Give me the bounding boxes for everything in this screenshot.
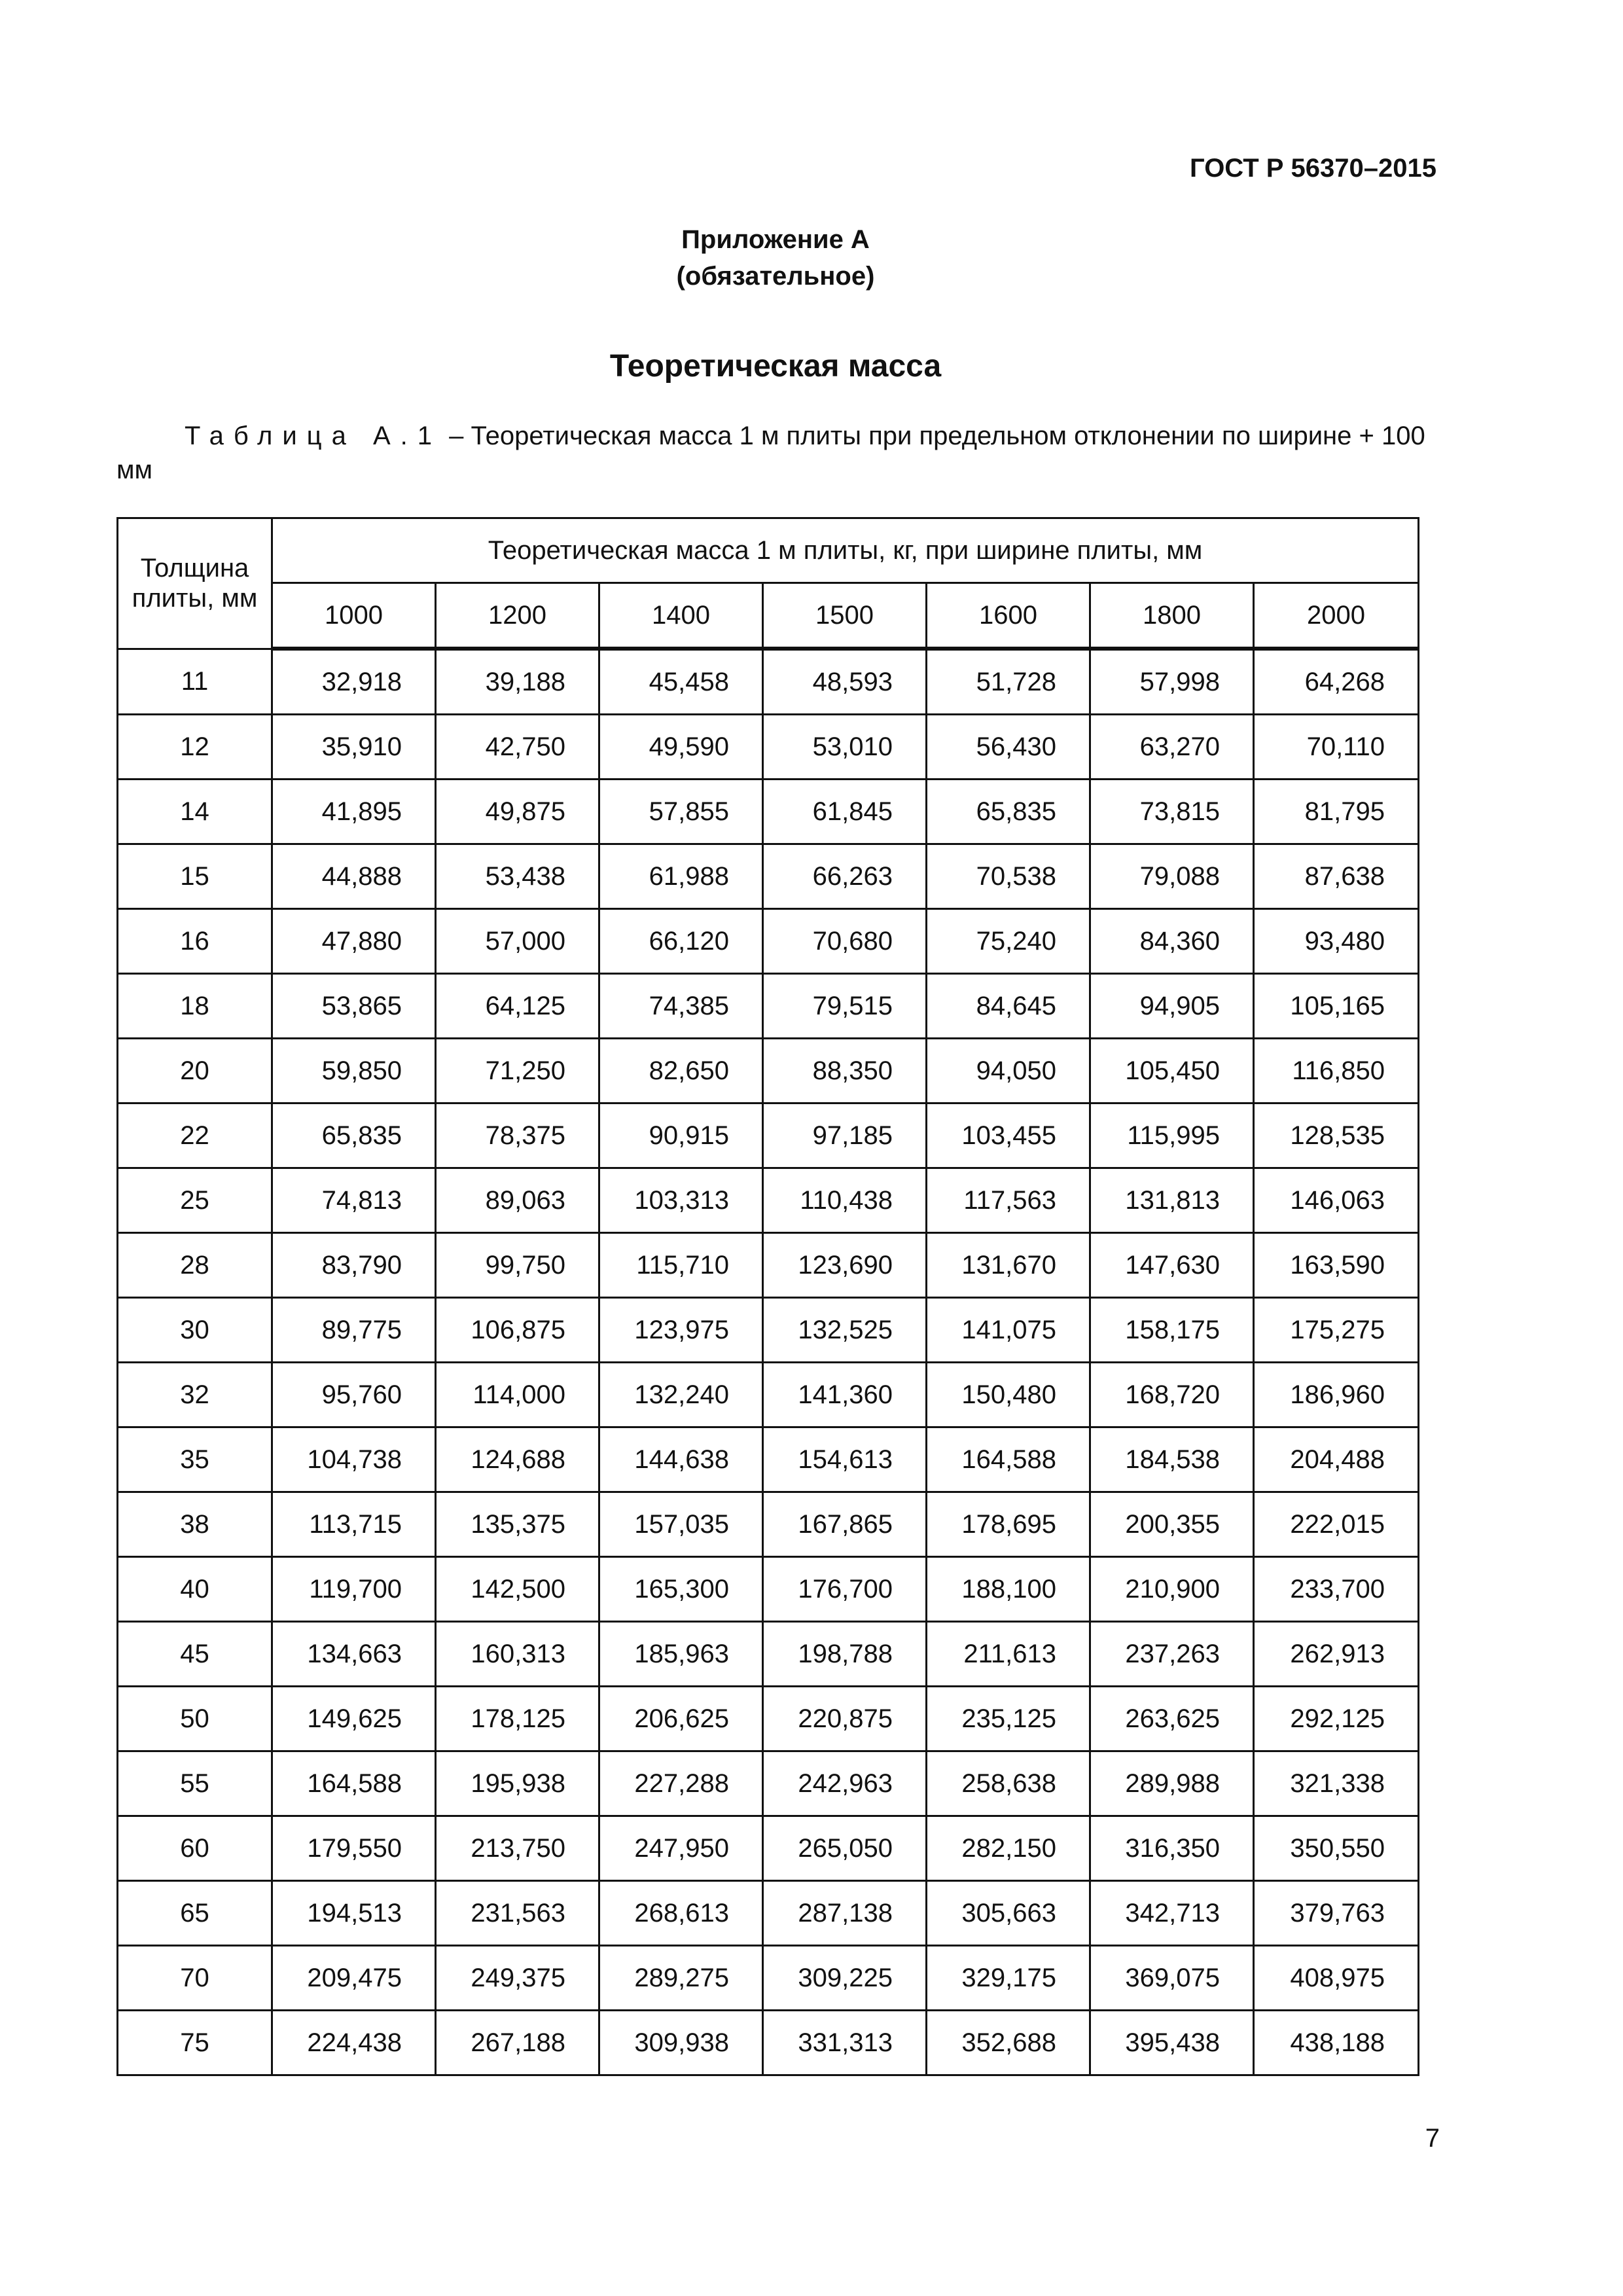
mass-cell: 316,350 [1090,1816,1254,1881]
mass-cell: 53,865 [272,974,436,1039]
mass-cell: 131,813 [1090,1168,1254,1233]
mass-cell: 49,875 [436,780,599,844]
table-row [118,1233,1419,1298]
mass-cell: 49,590 [599,715,763,780]
mass-cell: 263,625 [1090,1687,1254,1751]
mass-cell: 61,845 [763,780,927,844]
mass-cell: 395,438 [1090,2011,1254,2075]
mass-cell: 41,895 [272,780,436,844]
mass-cell: 210,900 [1090,1557,1254,1622]
width-header-1800: 1800 [1090,583,1254,649]
section-title: Теоретическая масса [609,349,942,384]
mass-cell: 268,613 [599,1881,763,1946]
mass-cell: 198,788 [763,1622,927,1687]
mass-cell: 154,613 [763,1427,927,1492]
mass-cell: 165,300 [599,1557,763,1622]
mass-group-header: Теоретическая масса 1 м плиты, кг, при ширине плиты, мм [272,518,1419,583]
thickness-cell: 75 [118,2011,272,2075]
mass-cell: 224,438 [272,2011,436,2075]
mass-cell: 141,075 [927,1298,1090,1363]
mass-cell: 78,375 [436,1103,599,1168]
mass-cell: 79,088 [1090,844,1254,909]
width-header-1400: 1400 [599,583,763,649]
thickness-cell: 40 [118,1557,272,1622]
table-body [118,649,1419,2075]
mass-cell: 123,975 [599,1298,763,1363]
thickness-cell: 25 [118,1168,272,1233]
thickness-cell: 18 [118,974,272,1039]
mass-cell: 131,670 [927,1233,1090,1298]
mass-cell: 113,715 [272,1492,436,1557]
thickness-cell: 28 [118,1233,272,1298]
mass-cell: 262,913 [1254,1622,1419,1687]
mass-cell: 66,263 [763,844,927,909]
table-label: Таблица А.1 [185,422,442,450]
mass-cell: 144,638 [599,1427,763,1492]
mass-cell: 81,795 [1254,780,1419,844]
mass-cell: 106,875 [436,1298,599,1363]
thickness-cell: 65 [118,1881,272,1946]
thickness-cell: 55 [118,1751,272,1816]
mass-cell: 115,995 [1090,1103,1254,1168]
mass-cell: 123,690 [763,1233,927,1298]
mass-cell: 75,240 [927,909,1090,974]
header-row-group [118,518,1419,583]
mass-cell: 289,988 [1090,1751,1254,1816]
mass-cell: 39,188 [436,649,599,715]
mass-cell: 93,480 [1254,909,1419,974]
thickness-cell: 60 [118,1816,272,1881]
mass-cell: 94,905 [1090,974,1254,1039]
mass-cell: 206,625 [599,1687,763,1751]
appendix-title: Приложение А [681,225,870,254]
mass-cell: 59,850 [272,1039,436,1103]
table-row [118,1622,1419,1687]
mass-cell: 89,775 [272,1298,436,1363]
thickness-cell: 30 [118,1298,272,1363]
mass-cell: 94,050 [927,1039,1090,1103]
mass-cell: 352,688 [927,2011,1090,2075]
mass-cell: 231,563 [436,1881,599,1946]
mass-cell: 211,613 [927,1622,1090,1687]
mass-cell: 305,663 [927,1881,1090,1946]
mass-cell: 117,563 [927,1168,1090,1233]
table-row [118,1427,1419,1492]
mass-cell: 178,695 [927,1492,1090,1557]
mass-cell: 61,988 [599,844,763,909]
mass-cell: 134,663 [272,1622,436,1687]
mass-cell: 227,288 [599,1751,763,1816]
thickness-cell: 11 [118,649,272,715]
mass-cell: 194,513 [272,1881,436,1946]
mass-cell: 88,350 [763,1039,927,1103]
mass-cell: 79,515 [763,974,927,1039]
mass-cell: 188,100 [927,1557,1090,1622]
mass-cell: 267,188 [436,2011,599,2075]
mass-cell: 66,120 [599,909,763,974]
mass-cell: 35,910 [272,715,436,780]
thickness-column-header: Толщина плиты, мм [118,518,272,649]
mass-cell: 57,000 [436,909,599,974]
appendix-heading [0,221,1551,295]
mass-cell: 265,050 [763,1816,927,1881]
mass-cell: 70,110 [1254,715,1419,780]
mass-cell: 157,035 [599,1492,763,1557]
mass-cell: 65,835 [272,1103,436,1168]
mass-cell: 292,125 [1254,1687,1419,1751]
mass-cell: 44,888 [272,844,436,909]
standard-number: ГОСТ Р 56370–2015 [1190,154,1436,183]
mass-cell: 329,175 [927,1946,1090,2011]
mass-cell: 321,338 [1254,1751,1419,1816]
table-row [118,780,1419,844]
mass-cell: 213,750 [436,1816,599,1881]
mass-cell: 158,175 [1090,1298,1254,1363]
mass-cell: 115,710 [599,1233,763,1298]
mass-cell: 97,185 [763,1103,927,1168]
table-row [118,1881,1419,1946]
thickness-cell: 32 [118,1363,272,1427]
mass-cell: 184,538 [1090,1427,1254,1492]
table-row [118,1687,1419,1751]
thickness-cell: 14 [118,780,272,844]
mass-cell: 128,535 [1254,1103,1419,1168]
header-row-widths [118,583,1419,649]
mass-cell: 185,963 [599,1622,763,1687]
mass-cell: 47,880 [272,909,436,974]
mass-cell: 149,625 [272,1687,436,1751]
table-caption-text: – Теоретическая масса 1 м плиты при предельном отклонении по ширине + 100 мм [116,422,1425,484]
mass-cell: 167,865 [763,1492,927,1557]
table-row [118,2011,1419,2075]
mass-cell: 209,475 [272,1946,436,2011]
mass-cell: 150,480 [927,1363,1090,1427]
mass-cell: 287,138 [763,1881,927,1946]
mass-cell: 204,488 [1254,1427,1419,1492]
width-header-1200: 1200 [436,583,599,649]
thickness-cell: 22 [118,1103,272,1168]
mass-cell: 160,313 [436,1622,599,1687]
mass-cell: 350,550 [1254,1816,1419,1881]
mass-cell: 176,700 [763,1557,927,1622]
mass-cell: 51,728 [927,649,1090,715]
mass-cell: 103,455 [927,1103,1090,1168]
mass-cell: 57,855 [599,780,763,844]
table-row [118,1168,1419,1233]
mass-cell: 258,638 [927,1751,1090,1816]
mass-cell: 105,450 [1090,1039,1254,1103]
table-row [118,649,1419,715]
mass-cell: 53,438 [436,844,599,909]
page-number: 7 [1425,2124,1440,2153]
thickness-cell: 16 [118,909,272,974]
mass-cell: 84,645 [927,974,1090,1039]
mass-cell: 64,125 [436,974,599,1039]
mass-cell: 233,700 [1254,1557,1419,1622]
mass-cell: 369,075 [1090,1946,1254,2011]
mass-cell: 247,950 [599,1816,763,1881]
mass-cell: 222,015 [1254,1492,1419,1557]
table-row [118,1103,1419,1168]
table-row [118,1557,1419,1622]
mass-cell: 342,713 [1090,1881,1254,1946]
mass-cell: 147,630 [1090,1233,1254,1298]
width-header-1500: 1500 [763,583,927,649]
table-row [118,1946,1419,2011]
thickness-cell: 38 [118,1492,272,1557]
mass-cell: 331,313 [763,2011,927,2075]
mass-cell: 95,760 [272,1363,436,1427]
mass-cell: 168,720 [1090,1363,1254,1427]
mass-cell: 135,375 [436,1492,599,1557]
width-header-1600: 1600 [927,583,1090,649]
mass-cell: 289,275 [599,1946,763,2011]
mass-cell: 175,275 [1254,1298,1419,1363]
mass-cell: 309,938 [599,2011,763,2075]
table-row [118,1298,1419,1363]
mass-cell: 186,960 [1254,1363,1419,1427]
mass-cell: 164,588 [927,1427,1090,1492]
mass-cell: 116,850 [1254,1039,1419,1103]
width-header-2000: 2000 [1254,583,1419,649]
mass-cell: 379,763 [1254,1881,1419,1946]
mass-cell: 119,700 [272,1557,436,1622]
mass-cell: 57,998 [1090,649,1254,715]
mass-cell: 65,835 [927,780,1090,844]
mass-cell: 71,250 [436,1039,599,1103]
mass-cell: 235,125 [927,1687,1090,1751]
mass-cell: 56,430 [927,715,1090,780]
mass-cell: 42,750 [436,715,599,780]
mass-cell: 242,963 [763,1751,927,1816]
table-row [118,1039,1419,1103]
mass-cell: 110,438 [763,1168,927,1233]
mass-cell: 114,000 [436,1363,599,1427]
mass-cell: 89,063 [436,1168,599,1233]
mass-cell: 64,268 [1254,649,1419,715]
mass-cell: 132,525 [763,1298,927,1363]
mass-cell: 104,738 [272,1427,436,1492]
table-row [118,1816,1419,1881]
mass-cell: 178,125 [436,1687,599,1751]
mass-cell: 132,240 [599,1363,763,1427]
mass-cell: 105,165 [1254,974,1419,1039]
mass-cell: 195,938 [436,1751,599,1816]
table-row [118,909,1419,974]
mass-cell: 164,588 [272,1751,436,1816]
mass-cell: 83,790 [272,1233,436,1298]
mass-cell: 163,590 [1254,1233,1419,1298]
mass-cell: 32,918 [272,649,436,715]
mass-cell: 249,375 [436,1946,599,2011]
mass-cell: 200,355 [1090,1492,1254,1557]
table-row [118,1363,1419,1427]
mass-cell: 63,270 [1090,715,1254,780]
mass-cell: 84,360 [1090,909,1254,974]
mass-cell: 124,688 [436,1427,599,1492]
table-row [118,1751,1419,1816]
thickness-cell: 20 [118,1039,272,1103]
mass-cell: 146,063 [1254,1168,1419,1233]
mass-cell: 141,360 [763,1363,927,1427]
thickness-cell: 45 [118,1622,272,1687]
mass-cell: 53,010 [763,715,927,780]
mass-cell: 70,680 [763,909,927,974]
mass-cell: 74,385 [599,974,763,1039]
thickness-cell: 12 [118,715,272,780]
mass-cell: 408,975 [1254,1946,1419,2011]
table-row [118,715,1419,780]
thickness-cell: 35 [118,1427,272,1492]
mass-cell: 438,188 [1254,2011,1419,2075]
mass-cell: 220,875 [763,1687,927,1751]
mass-cell: 74,813 [272,1168,436,1233]
table-header [118,518,1419,649]
mass-cell: 309,225 [763,1946,927,2011]
mass-cell: 103,313 [599,1168,763,1233]
table-caption [116,419,1444,487]
thickness-cell: 50 [118,1687,272,1751]
table-row [118,974,1419,1039]
table-row [118,844,1419,909]
mass-cell: 237,263 [1090,1622,1254,1687]
mass-cell: 82,650 [599,1039,763,1103]
table-row [118,1492,1419,1557]
mass-cell: 282,150 [927,1816,1090,1881]
mass-cell: 48,593 [763,649,927,715]
mass-cell: 179,550 [272,1816,436,1881]
appendix-status: (обязательное) [676,262,875,291]
width-header-1000: 1000 [272,583,436,649]
mass-cell: 73,815 [1090,780,1254,844]
thickness-cell: 70 [118,1946,272,2011]
mass-table [116,517,1419,2076]
mass-cell: 142,500 [436,1557,599,1622]
mass-cell: 45,458 [599,649,763,715]
mass-cell: 90,915 [599,1103,763,1168]
mass-cell: 87,638 [1254,844,1419,909]
thickness-cell: 15 [118,844,272,909]
mass-cell: 70,538 [927,844,1090,909]
mass-cell: 99,750 [436,1233,599,1298]
